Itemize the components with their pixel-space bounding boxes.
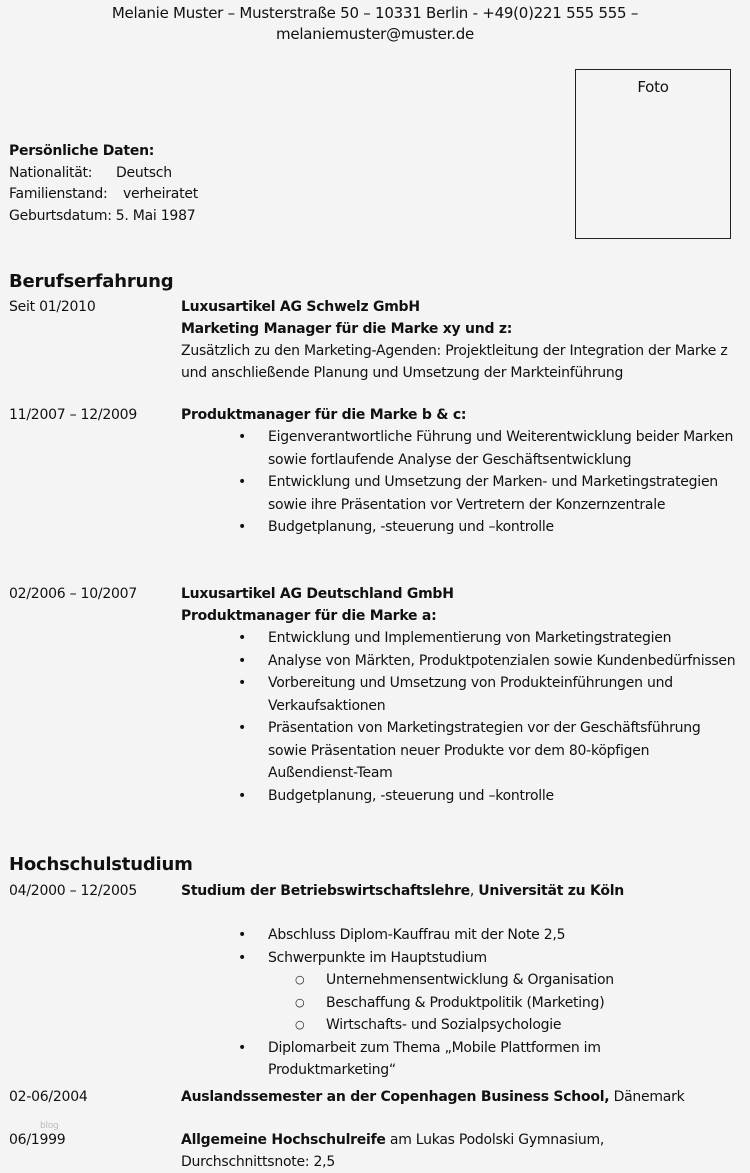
role: Produktmanager für die Marke b & c: — [181, 407, 467, 423]
study-title: Studium der Betriebswirtschaftslehre — [181, 883, 470, 899]
section-heading-education: Hochschulstudium — [9, 854, 193, 875]
photo-label: Foto — [637, 78, 669, 96]
contact-email: melaniemuster@muster.de — [276, 25, 474, 43]
value: Deutsch — [116, 164, 172, 181]
experience-entry — [181, 404, 736, 539]
bullet-list — [181, 426, 736, 539]
education-entry — [181, 880, 736, 1082]
company: Luxusartikel AG Deutschland GmbH — [181, 586, 454, 602]
bullet-list — [181, 924, 736, 1082]
sub-list-item: ○ Unternehmensentwicklung & Organisation — [181, 969, 736, 992]
value: verheiratet — [123, 186, 198, 202]
list-item: • Entwicklung und Implementierung von Marketingstrategien — [181, 627, 736, 650]
contact-line: Melanie Muster – Musterstraße 50 – 10331 Berlin - +49(0)221 555 555 – — [111, 4, 639, 22]
company: Luxusartikel AG Schwelz GmbH — [181, 299, 420, 315]
list-item: • Diplomarbeit zum Thema „Mobile Plattformen im Produktmarketing“ — [181, 1037, 736, 1082]
label: Geburtsdatum: — [9, 207, 112, 224]
personal-data — [9, 141, 198, 227]
personal-title: Persönliche Daten: — [9, 143, 155, 159]
personal-row — [9, 163, 198, 185]
experience-entry — [181, 296, 736, 384]
role: Produktmanager für die Marke a: — [181, 608, 437, 624]
education-entry — [181, 1129, 651, 1173]
bullet-list — [181, 627, 736, 807]
school-title: Allgemeine Hochschulreife — [181, 1132, 386, 1148]
entry-date: 02-06/2004 — [9, 1089, 88, 1105]
label: Familienstand: — [9, 186, 108, 202]
watermark: blog — [40, 1121, 59, 1131]
value: 5. Mai 1987 — [115, 207, 196, 224]
list-item: • Entwicklung und Umsetzung der Marken- und Marketingstrategien sowie ihre Präsentation vor Vertretern der Konzernzentrale — [181, 471, 736, 516]
university: Universität zu Köln — [478, 883, 624, 899]
list-item: • Eigenverantwortliche Führung und Weiterentwicklung beider Marken sowie fortlaufende Analyse der Geschäftsentwicklung — [181, 426, 736, 471]
sub-list-item: ○ Wirtschafts- und Sozialpsychologie — [181, 1014, 736, 1037]
personal-row — [9, 206, 198, 228]
entry-date: Seit 01/2010 — [9, 299, 96, 315]
school-text: am Lukas Podolski Gymnasium, Durchschnittsnote: 2,5 — [181, 1132, 605, 1170]
list-item: • Analyse von Märkten, Produktpotenzialen sowie Kundenbedürfnissen — [181, 650, 736, 673]
contact-header — [0, 3, 750, 45]
label: Nationalität: — [9, 164, 93, 181]
list-item: • Budgetplanung, -steuerung und –kontrolle — [181, 516, 736, 539]
photo-placeholder — [575, 69, 731, 239]
entry-date: 06/1999 — [9, 1132, 66, 1148]
list-item: • Abschluss Diplom-Kauffrau mit der Note 2,5 — [181, 924, 736, 947]
role: Marketing Manager für die Marke xy und z: — [181, 321, 513, 337]
entry-date: 11/2007 – 12/2009 — [9, 407, 137, 423]
description: Zusätzlich zu den Marketing-Agenden: Projektleitung der Integration der Marke z und anschließende Planung und Umsetzung der Markteinführung — [181, 343, 728, 381]
abroad-title: Auslandssemester an der Copenhagen Business School, — [181, 1089, 610, 1105]
list-item: • Vorbereitung und Umsetzung von Produkteinführungen und Verkaufsaktionen — [181, 672, 736, 717]
separator: , — [469, 883, 479, 899]
education-entry — [181, 1086, 736, 1108]
sub-list-item: ○ Beschaffung & Produktpolitik (Marketing) — [181, 992, 736, 1015]
experience-entry — [181, 583, 736, 807]
country: Dänemark — [609, 1089, 685, 1105]
personal-row — [9, 184, 198, 206]
entry-date: 04/2000 – 12/2005 — [9, 883, 137, 899]
list-item: • Budgetplanung, -steuerung und –kontrolle — [181, 785, 736, 808]
list-item: • Präsentation von Marketingstrategien vor der Geschäftsführung sowie Präsentation neuer Produkte vor dem 80-köpfigen Außendienst-Team — [181, 717, 736, 785]
section-heading-experience: Berufserfahrung — [9, 271, 174, 292]
list-item: • Schwerpunkte im Hauptstudium — [181, 947, 736, 970]
entry-date: 02/2006 – 10/2007 — [9, 586, 137, 602]
